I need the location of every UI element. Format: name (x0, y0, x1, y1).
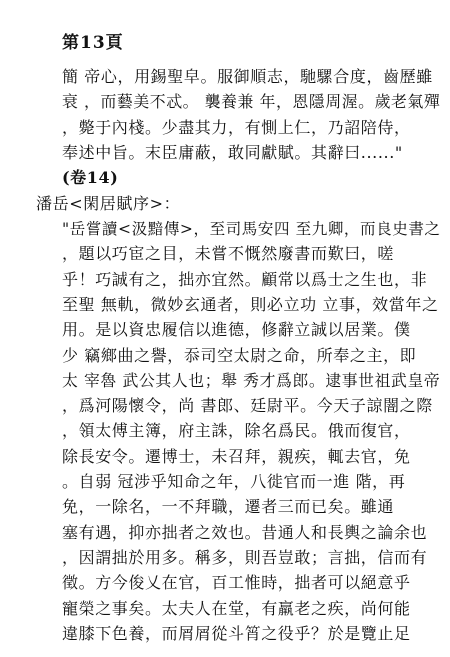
text-line: 衰 ，而藝美不忒。 襲養兼 年，恩隱周渥。歲老氣殫 (62, 92, 441, 111)
text-line: ，題以巧宦之目，未嘗不慨然廢書而歎曰，嗟 (62, 244, 395, 263)
text-line: 用。是以資忠履信以進德，修辭立誠以居業。僕 (62, 320, 411, 339)
text-line: 塞有遇，抑亦拙者之效也。昔通人和長輿之論余也 (62, 523, 428, 542)
text-line: 至聖 無軌，微妙玄通者，則必立功 立事，效當年之 (62, 295, 439, 314)
text-line: 奉述中旨。末臣庸蔽，敢同獻賦。其辭曰......" (62, 143, 403, 162)
text-line: ，因謂拙於用多。稱多，則吾豈敢；言拙，信而有 (62, 548, 428, 567)
section-heading: 潘岳<閑居賦序>： (36, 194, 181, 213)
text-line: 少 竊鄉曲之譽，忝司空太尉之命，所奉之主，即 (62, 346, 417, 365)
text-line: 簡 帝心，用錫聖皁。服御順志，馳騾合度，齒歷雖 (62, 67, 433, 86)
text-line: "岳嘗讀<汲黯傳>，至司馬安四 至九卿，而良史書之 (62, 220, 441, 238)
page-header: 第13頁 (62, 33, 124, 53)
text-line: 。自弱 冠涉乎知命之年，八徙官而一進 階，再 (62, 472, 406, 491)
text-line: 太 宰魯 武公其人也；舉 秀才爲郎。逮事世祖武皇帝 (62, 371, 441, 390)
text-line: ，領太傅主簿，府主誅，除名爲民。俄而復官， (62, 421, 411, 440)
volume-citation: (卷14) (62, 168, 119, 187)
text-line: ，斃于內棧。少盡其力，有惻上仁，乃詔陪侍， (62, 118, 411, 137)
text-line: 除長安令。遷博士，未召拜，親疾，輒去官，免 (62, 447, 411, 466)
text-line: 違膝下色養，而屑屑從斗筲之役乎？於是覽止足 (62, 624, 411, 643)
text-line: ，爲河陽懷令，尚 書郎、廷尉平。今天子諒闇之際 (62, 396, 433, 415)
text-line: 乎！巧誠有之，拙亦宜然。顧常以爲士之生也，非 (62, 270, 428, 289)
text-line: 徵。方今俊乂在官，百工惟時，拙者可以絕意乎 (62, 573, 411, 592)
text-line: 免，一除名，一不拜職，遷者三而已矣。雖通 (62, 497, 395, 516)
text-line: 寵榮之事矣。太夫人在堂，有羸老之疾，尚何能 (62, 599, 411, 618)
